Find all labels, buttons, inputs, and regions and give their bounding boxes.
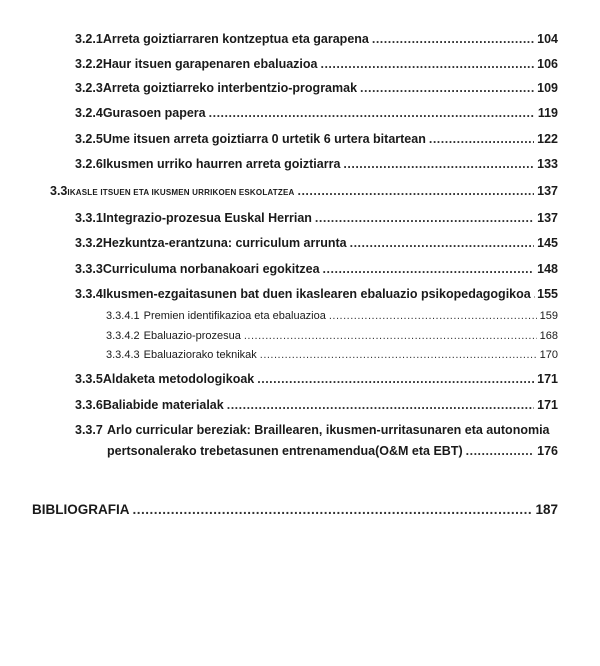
leader-dots — [133, 502, 533, 517]
entry-number: 3.2.6 — [75, 157, 103, 171]
entry-line-1 — [75, 423, 558, 437]
entry-page: 122 — [537, 132, 558, 146]
entry-title: Hezkuntza-erantzuna: curriculum arrunta — [102, 236, 347, 250]
entry-page: 148 — [537, 262, 558, 276]
toc-entry[interactable] — [75, 372, 558, 386]
entry-title: Arlo curricular bereziak: Braillearen, ikusmen-urritasunaren eta autonomia — [107, 423, 550, 437]
leader-dots — [466, 444, 535, 458]
entry-number: 3.3.3 — [75, 262, 103, 276]
entry-page: 176 — [537, 444, 558, 458]
entry-page: 137 — [537, 211, 558, 225]
entry-number: 3.3.4.2 — [106, 330, 140, 342]
toc-entry[interactable] — [75, 106, 558, 120]
entry-number: 3.3.2 — [75, 236, 103, 250]
leader-dots — [315, 211, 534, 225]
entry-title: Arreta goiztiarraren kontzeptua eta garapena — [102, 32, 369, 46]
leader-dots — [257, 372, 534, 386]
leader-dots — [320, 57, 534, 71]
leader-dots — [343, 157, 534, 171]
leader-dots — [429, 132, 534, 146]
entry-title: Aldaketa metodologikoak — [102, 372, 255, 386]
chapter-title: BIBLIOGRAFIA — [32, 502, 130, 517]
leader-dots — [360, 81, 534, 95]
toc-entry-multiline[interactable] — [75, 423, 558, 458]
entry-title: Gurasoen papera — [102, 106, 206, 120]
toc-entry[interactable] — [75, 157, 558, 171]
entry-number: 3.2.3 — [75, 81, 103, 95]
entry-number: 3.2.5 — [75, 132, 103, 146]
entry-title: Ikusmen urriko haurren arreta goiztiarra — [102, 157, 341, 171]
toc-subentry[interactable] — [106, 310, 558, 322]
entry-title: Integrazio-prozesua Euskal Herrian — [102, 211, 312, 225]
entry-title: Premien identifikazioa eta ebaluazioa — [143, 310, 326, 322]
section-title: IKASLE ITSUEN ETA IKUSMEN URRIKOEN ESKOLATZEA — [67, 188, 295, 197]
toc-chapter-entry[interactable] — [32, 502, 558, 517]
entry-page: 171 — [537, 372, 558, 386]
toc-entry[interactable] — [75, 132, 558, 146]
entry-number: 3.3.4.3 — [106, 349, 140, 361]
leader-dots — [350, 236, 535, 250]
toc-section-entry[interactable] — [50, 184, 558, 198]
entry-page: 104 — [537, 32, 558, 46]
entry-page: 106 — [537, 57, 558, 71]
entry-number: 3.2.1 — [75, 32, 103, 46]
entry-title: Baliabide materialak — [102, 398, 224, 412]
entry-title: Curriculuma norbanakoari egokitzea — [102, 262, 320, 276]
toc-entry[interactable] — [75, 262, 558, 276]
entry-number: 3.3.1 — [75, 211, 103, 225]
entry-page: 170 — [539, 349, 558, 361]
entry-page: 168 — [539, 330, 558, 342]
toc-entry[interactable] — [75, 398, 558, 412]
entry-title-continued: pertsonalerako trebetasunen entrenamendua(O&M eta EBT) — [107, 444, 463, 458]
entry-page: 109 — [537, 81, 558, 95]
entry-title: Ume itsuen arreta goiztiarra 0 urtetik 6 urtera bitartean — [102, 132, 426, 146]
toc-entry[interactable] — [75, 81, 558, 95]
entry-number: 3.2.2 — [75, 57, 103, 71]
entry-title: Ebaluazio-prozesua — [143, 330, 241, 342]
entry-number: 3.3.5 — [75, 372, 103, 386]
leader-dots — [372, 32, 534, 46]
entry-number: 3.3.4.1 — [106, 310, 140, 322]
entry-page: 145 — [537, 236, 558, 250]
entry-page: 187 — [535, 502, 558, 517]
entry-page: 137 — [537, 184, 558, 198]
entry-title: Arreta goiztiarreko interbentzio-programak — [102, 81, 358, 95]
entry-page: 159 — [539, 310, 558, 322]
entry-title: Ikusmen-ezgaitasunen bat duen ikaslearen ebaluazio psikopedagogikoa — [102, 287, 531, 301]
leader-dots — [323, 262, 535, 276]
toc-subentry[interactable] — [106, 330, 558, 342]
section-number: 3.3 — [50, 184, 68, 198]
entry-page: 133 — [537, 157, 558, 171]
leader-dots — [227, 398, 534, 412]
leader-dots — [209, 106, 535, 120]
entry-title: Ebaluaziorako teknikak — [143, 349, 257, 361]
entry-page: 119 — [537, 106, 558, 120]
entry-number: 3.2.4 — [75, 106, 103, 120]
leader-dots — [260, 349, 537, 361]
toc-entry[interactable] — [75, 32, 558, 46]
toc-entry[interactable] — [75, 211, 558, 225]
entry-title: Haur itsuen garapenaren ebaluazioa — [102, 57, 318, 71]
toc-entry[interactable] — [75, 236, 558, 250]
leader-dots — [297, 184, 534, 198]
toc-entry[interactable] — [75, 287, 558, 301]
entry-page: 155 — [537, 287, 558, 301]
entry-page: 171 — [537, 398, 558, 412]
leader-dots — [329, 310, 537, 322]
entry-number: 3.3.4 — [75, 287, 103, 301]
leader-dots — [244, 330, 537, 342]
entry-line-2 — [107, 444, 558, 458]
toc-subentry[interactable] — [106, 349, 558, 361]
entry-number: 3.3.6 — [75, 398, 103, 412]
entry-number: 3.3.7 — [75, 423, 103, 437]
toc-entry[interactable] — [75, 57, 558, 71]
